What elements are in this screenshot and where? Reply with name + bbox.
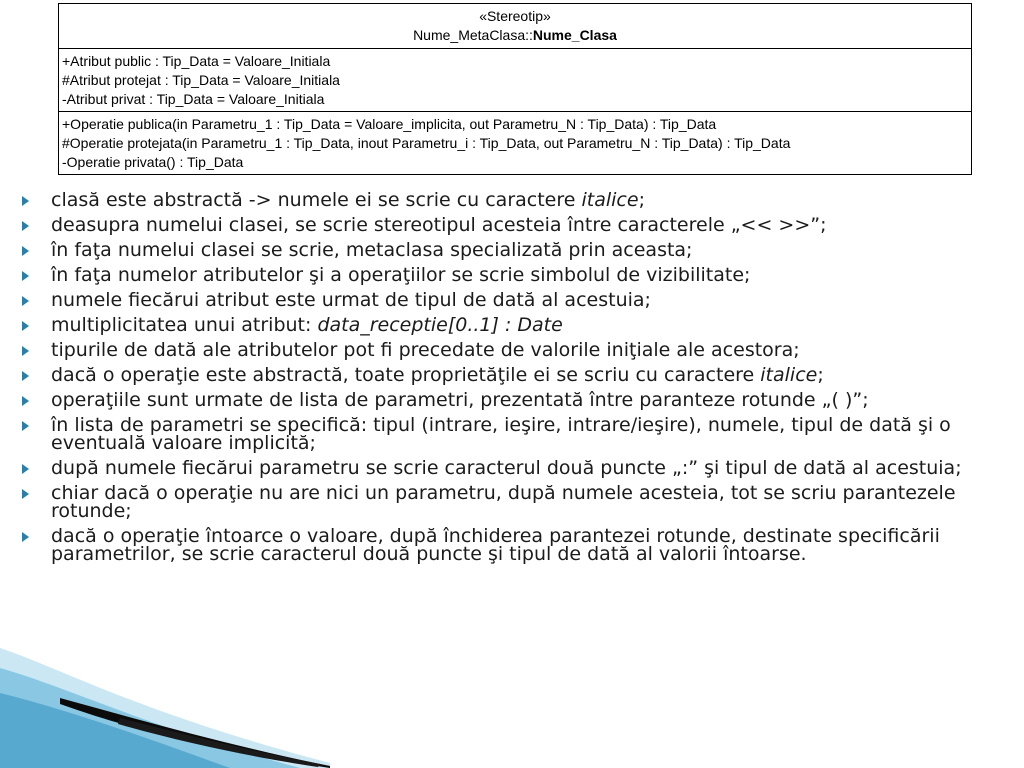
- bullet-arrow-icon: [22, 421, 29, 431]
- bullet-item: [22, 216, 1018, 234]
- bullet-arrow-icon: [22, 196, 29, 206]
- uml-class-name: Nume_Clasa: [532, 27, 617, 43]
- bullet-text: numele fiecărui atribut este urmat de tipul de dată al acestuia;: [51, 289, 651, 311]
- bullet-arrow-icon: [22, 346, 29, 356]
- bullet-text: tipurile de dată ale atributelor pot fi precedate de valorile iniţiale ale acestora;: [51, 339, 800, 361]
- uml-operations-section: [59, 111, 971, 174]
- bullet-arrow-icon: [22, 271, 29, 281]
- bullet-text: clasă este abstractă -> numele ei se scrie cu caractere: [51, 189, 582, 211]
- bullet-arrow-icon: [22, 464, 29, 474]
- bullet-arrow-icon: [22, 532, 29, 542]
- bullet-text-end: ;: [817, 364, 824, 386]
- uml-attribute: +Atribut public : Tip_Data = Valoare_Initiala: [62, 53, 331, 69]
- bullet-list: [22, 191, 1018, 570]
- bullet-arrow-icon: [22, 296, 29, 306]
- bullet-text: în faţa numelor atributelor şi a operaţiilor se scrie simbolul de vizibilitate;: [51, 264, 751, 286]
- uml-class-title: [59, 26, 971, 45]
- uml-operation: +Operatie publica(in Parametru_1 : Tip_Data = Valoare_implicita, out Parametru_N : Tip_Data) : Tip_Data: [62, 116, 717, 132]
- bullet-item: [22, 391, 1018, 409]
- bullet-text-italic: italice: [760, 364, 818, 386]
- bullet-text-italic: data_receptie[0..1] : Date: [317, 314, 563, 336]
- bullet-item: [22, 341, 1018, 359]
- bullet-text: dacă o operaţie întoarce o valoare, după închiderea parantezei rotunde, destinate specificării parametrilor, se scrie caracterul două puncte şi tipul de dată al valorii întoarse.: [51, 525, 940, 565]
- bullet-arrow-icon: [22, 321, 29, 331]
- bullet-item: [22, 459, 1018, 477]
- bullet-item: [22, 484, 1018, 520]
- bullet-arrow-icon: [22, 396, 29, 406]
- bullet-text-end: ;: [638, 189, 645, 211]
- bullet-text: deasupra numelui clasei, se scrie stereotipul acesteia între caracterele „<< >>”;: [51, 214, 827, 236]
- uml-operation: -Operatie privata() : Tip_Data: [62, 154, 244, 170]
- bullet-item: [22, 266, 1018, 284]
- bullet-arrow-icon: [22, 489, 29, 499]
- bullet-text: în lista de parametri se specifică: tipul (intrare, ieşire, intrare/ieşire), numele, tipul de dată şi o eventuală valoare implicită;: [51, 414, 951, 454]
- bullet-item: [22, 191, 1018, 209]
- uml-metaclass: Nume_MetaClasa::: [413, 27, 533, 43]
- bullet-item: [22, 291, 1018, 309]
- uml-operation: #Operatie protejata(in Parametru_1 : Tip_Data, inout Parametru_i : Tip_Data, out Parametru_N : Tip_Data) : Tip_Data: [62, 135, 791, 151]
- bullet-item: [22, 416, 1018, 452]
- uml-attributes-section: [59, 49, 971, 111]
- bullet-text: dacă o operaţie este abstractă, toate proprietăţile ei se scriu cu caractere: [51, 364, 761, 386]
- bullet-item: [22, 316, 1018, 334]
- bullet-text: multiplicitatea unui atribut:: [51, 314, 318, 336]
- corner-swoosh-decoration: [0, 638, 330, 768]
- bullet-arrow-icon: [22, 246, 29, 256]
- uml-class-header: [59, 4, 971, 49]
- bullet-text: după numele fiecărui parametru se scrie caracterul două puncte „:” şi tipul de dată al acestuia;: [51, 457, 962, 479]
- bullet-item: [22, 241, 1018, 259]
- bullet-arrow-icon: [22, 221, 29, 231]
- uml-attribute: #Atribut protejat : Tip_Data = Valoare_Initiala: [62, 72, 340, 88]
- bullet-text: chiar dacă o operaţie nu are nici un parametru, după numele acesteia, tot se scriu parantezele rotunde;: [51, 482, 956, 522]
- uml-attribute: -Atribut privat : Tip_Data = Valoare_Initiala: [62, 91, 325, 107]
- bullet-text: în faţa numelui clasei se scrie, metaclasa specializată prin aceasta;: [51, 239, 693, 261]
- bullet-item: [22, 366, 1018, 384]
- bullet-text: operaţiile sunt urmate de lista de parametri, prezentată între paranteze rotunde „( )”;: [51, 389, 869, 411]
- uml-stereotype: «Stereotip»: [479, 8, 551, 24]
- bullet-text-italic: italice: [581, 189, 639, 211]
- bullet-arrow-icon: [22, 371, 29, 381]
- uml-class-box: [58, 3, 972, 175]
- bullet-item: [22, 527, 1018, 563]
